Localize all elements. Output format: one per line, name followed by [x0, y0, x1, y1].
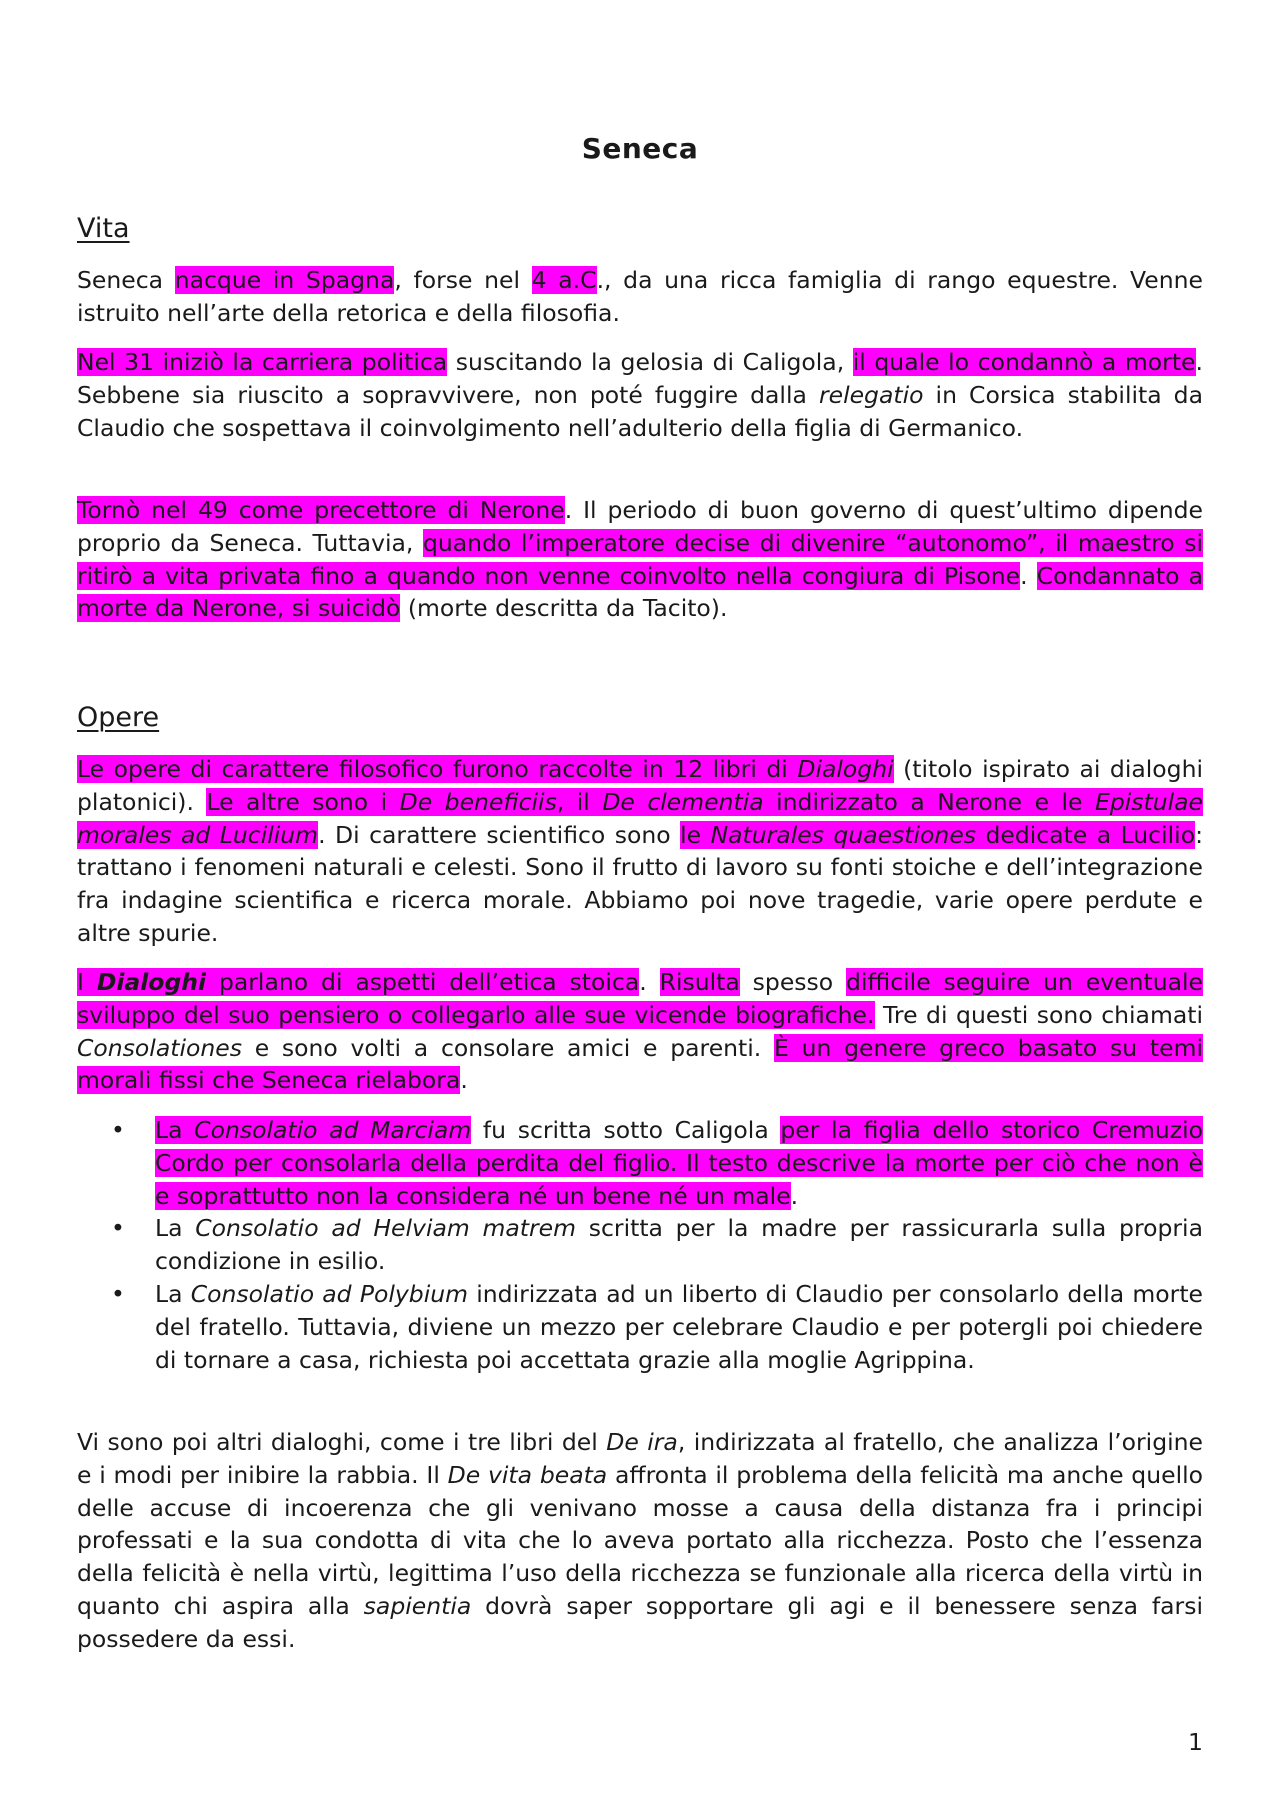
opere-paragraph-2 — [77, 966, 1203, 1097]
highlighted-italic-term: Dialoghi — [797, 755, 894, 783]
text-span: . Sebbene sia riuscito a sopravvivere, non poté fuggire dalla — [77, 348, 1203, 409]
highlighted-italic-term: Naturales quaestiones — [710, 820, 977, 849]
highlighted-text: difficile seguire un eventuale sviluppo del suo pensiero o collegarlo alle sue vicende biografiche. — [77, 968, 1203, 1029]
list-item — [77, 1114, 1203, 1212]
highlighted-text: quando l’imperatore decise di divenire “autonomo”, il maestro si ritirò a vita privata fino a quando non venne coinvolto nella congiura di Pisone — [77, 528, 1203, 590]
text-span: Vi sono poi altri dialoghi, come i tre libri del — [77, 1428, 607, 1456]
highlighted-text: La — [155, 1116, 195, 1144]
italic-term: Consolatio ad Polybium — [190, 1279, 469, 1308]
highlighted-text: Condannato a morte da Nerone, si suicidò — [77, 561, 1203, 623]
text-span: . — [790, 1181, 799, 1210]
text-span: , indirizzata al fratello, che analizza l’origine e i modi per inibire la rabbia. Il — [77, 1428, 1203, 1489]
highlighted-bold-italic-term: Dialoghi — [96, 968, 207, 996]
text-span: . Di carattere scientifico sono — [318, 820, 681, 849]
section-heading-opere: Opere — [77, 702, 160, 733]
highlighted-italic-term: De beneficiis — [399, 787, 557, 816]
text-span: . Il periodo di buon governo di quest’ultimo dipende proprio da Seneca. Tuttavia, — [77, 496, 1203, 557]
italic-term: relegatio — [818, 380, 924, 409]
highlighted-text: È un genere greco basato su temi morali fissi che Seneca rielabora — [77, 1033, 1203, 1095]
text-span: (morte descritta da Tacito). — [400, 594, 728, 623]
highlighted-text: I — [77, 968, 97, 996]
bullet-icon: • — [111, 1279, 125, 1308]
section-heading-vita: Vita — [77, 213, 130, 244]
text-span: La — [155, 1279, 191, 1308]
text-span: affronta il problema della felicità ma anche quello delle accuse di incoerenza che gli venivano mosse a causa della distanza fra i principi professati e la sua condotta di vita che lo aveva portato alla ricchezza. Posto che l’essenza della felicità è nella virtù, legittima l’uso della ricchezza se funzionale alla ricerca della virtù in quanto chi aspira alla — [77, 1460, 1204, 1620]
italic-term: sapientia — [363, 1591, 472, 1620]
italic-term: Consolationes — [77, 1033, 242, 1062]
text-span: (titolo ispirato ai dialoghi platonici). — [77, 755, 1204, 816]
text-span: Seneca — [77, 266, 175, 294]
highlighted-italic-term: Epistulae morales ad Lucilium — [77, 787, 1204, 849]
highlighted-text: 4 a.C — [531, 266, 597, 294]
opere-paragraph-1 — [77, 753, 1203, 950]
highlighted-italic-term: Consolatio ad Marciam — [194, 1116, 472, 1144]
text-span: ., da una ricca famiglia di rango equestre. Venne istruito nell’arte della retorica e della filosofia. — [77, 266, 1203, 327]
vita-paragraph-2 — [77, 346, 1203, 444]
consolationes-list — [77, 1114, 1203, 1376]
bullet-icon: • — [111, 1214, 125, 1243]
highlighted-text: Risulta — [659, 968, 740, 996]
italic-term: De ira — [606, 1428, 678, 1456]
highlighted-text: indirizzato a Nerone e le — [763, 787, 1095, 816]
text-span: dovrà saper sopportare gli agi e il benessere senza farsi possedere da essi. — [77, 1591, 1203, 1653]
text-span: fu scritta sotto Caligola — [471, 1116, 781, 1144]
text-span: La — [155, 1214, 196, 1243]
vita-paragraph-3 — [77, 494, 1203, 625]
page-number: 1 — [1188, 1728, 1203, 1756]
highlighted-text: Le altre sono i — [206, 787, 400, 816]
highlighted-text: , il — [556, 787, 603, 816]
vita-paragraph-1 — [77, 264, 1203, 330]
text-span: : trattano i fenomeni naturali e celesti. Sono il frutto di lavoro su fonti stoiche e dell’integrazione fra indagine scientifica e ricerca morale. Abbiamo poi nove tragedie, varie opere perdute e altre spurie. — [77, 820, 1203, 947]
highlighted-text: Le opere di carattere filosofico furono raccolte in 12 libri di — [77, 755, 798, 783]
highlighted-text: il quale lo condannò a morte — [852, 348, 1196, 376]
text-span: suscitando la gelosia di Caligola, — [447, 348, 853, 376]
text-span: , forse nel — [394, 266, 532, 294]
highlighted-text: nacque in Spagna — [174, 266, 395, 294]
text-span: spesso — [739, 968, 847, 996]
italic-term: Consolatio ad Helviam matrem — [195, 1214, 577, 1243]
document-title: Seneca — [581, 132, 699, 165]
list-item — [77, 1278, 1203, 1376]
highlighted-italic-term: De clementia — [602, 787, 764, 816]
highlighted-text: parlano di aspetti dell’etica stoica — [206, 968, 640, 996]
highlighted-text: dedicate a Lucilio — [976, 820, 1196, 849]
text-span: . — [639, 968, 660, 996]
text-span: scritta per la madre per rassicurarla sulla propria condizione in esilio. — [155, 1214, 1203, 1276]
list-item — [77, 1212, 1203, 1278]
highlighted-text: Tornò nel 49 come precettore di Nerone — [77, 496, 565, 524]
italic-term: De vita beata — [447, 1460, 608, 1489]
highlighted-text: le — [680, 820, 711, 849]
text-span: Tre di questi sono chiamati — [874, 1000, 1203, 1029]
highlighted-text: per la figlia dello storico Cremuzio Cordo per consolarla della perdita del figlio. Il testo descrive la morte per ciò che non è e soprattutto non la considera né un bene né un male — [155, 1116, 1203, 1210]
text-span: e sono volti a consolare amici e parenti. — [241, 1033, 774, 1062]
highlighted-text: Nel 31 iniziò la carriera politica — [77, 348, 448, 376]
text-span: . — [460, 1066, 468, 1095]
opere-paragraph-3 — [77, 1426, 1203, 1656]
bullet-icon: • — [111, 1116, 125, 1144]
text-span: . — [1020, 561, 1037, 590]
text-span: in Corsica stabilita da Claudio che sospettava il coinvolgimento nell’adulterio della figlia di Germanico. — [77, 380, 1204, 442]
text-span: indirizzata ad un liberto di Claudio per consolarlo della morte del fratello. Tuttavia, diviene un mezzo per celebrare Claudio e per potergli poi chiedere di tornare a casa, richiesta poi accettata grazie alla moglie Agrippina. — [155, 1279, 1204, 1374]
